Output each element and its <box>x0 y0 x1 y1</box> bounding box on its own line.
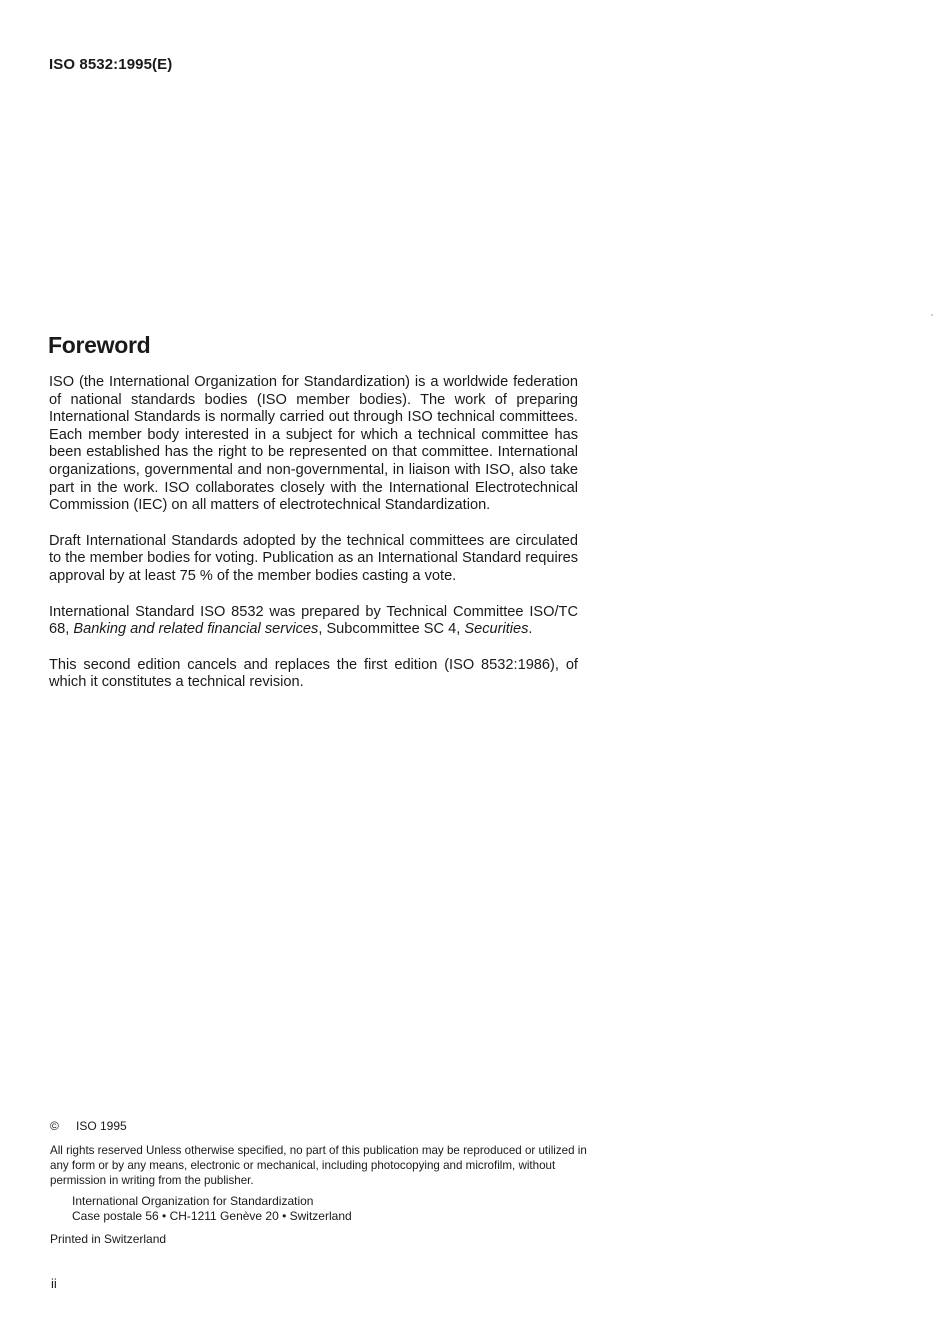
publisher-address <box>72 1194 590 1224</box>
publisher-name: International Organization for Standardization <box>72 1194 314 1208</box>
paragraph-3-text-start: International Standard ISO 8532 was prepared by Technical Committee ISO/TC 68, <box>49 603 578 638</box>
document-identifier: ISO 8532:1995(E) <box>49 56 173 73</box>
foreword-paragraph-2: Draft International Standards adopted by the technical committees are circulated to the member bodies for voting. Publication as an International Standard requires approval by at least 75 % of the member bodies casting a vote. <box>49 532 578 584</box>
foreword-paragraph-4: This second edition cancels and replaces the first edition (ISO 8532:1986), of which it constitutes a technical revision. <box>49 656 578 691</box>
publisher-postal-address: Case postale 56 • CH-1211 Genève 20 • Switzerland <box>72 1209 352 1223</box>
foreword-paragraph-3 <box>49 604 578 639</box>
scan-speck <box>931 314 933 316</box>
copyright-symbol: © <box>50 1119 59 1133</box>
rights-statement: All rights reserved Unless otherwise specified, no part of this publication may be reproduced or utilized in any form or by any means, electronic or mechanical, including photocopying and microfilm, without permission in writing from the publisher. <box>50 1144 587 1187</box>
page-number: ii <box>51 1276 57 1291</box>
subcommittee-title: Securities <box>464 621 529 638</box>
foreword-body <box>49 374 578 710</box>
copyright-line <box>50 1119 590 1134</box>
copyright-notice <box>50 1119 590 1247</box>
foreword-heading: Foreword <box>48 332 151 358</box>
printed-location: Printed in Switzerland <box>50 1232 167 1246</box>
committee-title: Banking and related financial services <box>73 621 319 638</box>
paragraph-3-text-end: . <box>528 621 533 638</box>
paragraph-3-text-mid: , Subcommittee SC 4, <box>318 621 465 638</box>
copyright-year: ISO 1995 <box>76 1119 127 1133</box>
foreword-paragraph-1: ISO (the International Organization for Standardization) is a worldwide federation of national standards bodies (ISO member bodies). The work of preparing International Standards is normally carried out through ISO technical committees. Each member body interested in a subject for which a technical committee has been established has the right to be represented on that committee. International organizations, governmental and non-governmental, in liaison with ISO, also take part in the work. ISO collaborates closely with the International Electrotechnical Commission (IEC) on all matters of electrotechnical Standardization. <box>49 374 578 514</box>
